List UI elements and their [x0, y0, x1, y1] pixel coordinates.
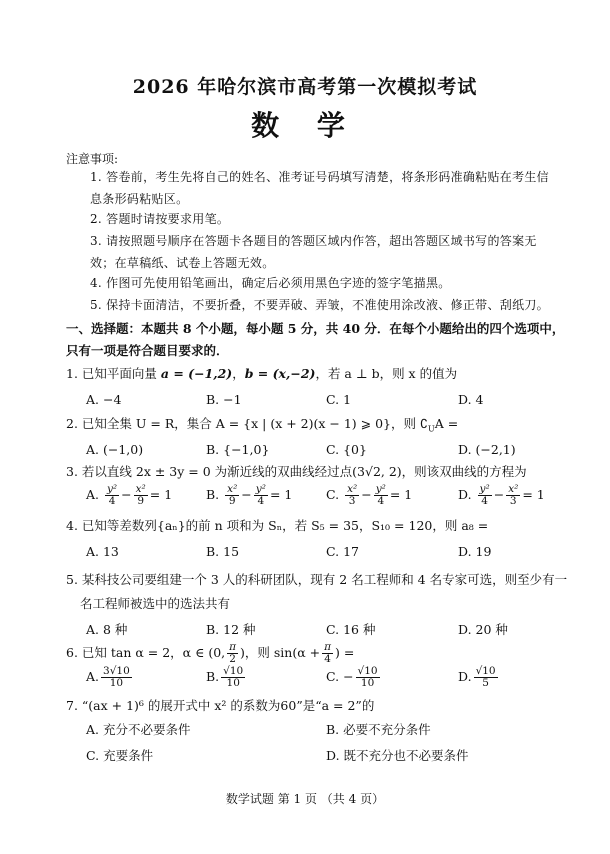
- q6-c-frac: [356, 666, 380, 689]
- q3-c-mid: −: [361, 487, 372, 502]
- q3-d-n2: x²: [508, 483, 519, 495]
- q3-b-label: B.: [206, 487, 220, 502]
- q5-option-c: C. 16 种: [326, 622, 376, 637]
- q3-c-n2: y²: [375, 483, 386, 495]
- q6-frac-n: π: [229, 641, 237, 653]
- q6-frac-d: 2: [229, 653, 236, 665]
- q3-d-label: D.: [458, 487, 472, 502]
- q6-c-den: 10: [360, 677, 375, 689]
- q3-a-frac1: [105, 484, 119, 507]
- q1-option-a: A. −4: [86, 392, 122, 407]
- q1-option-c: C. 1: [326, 392, 352, 407]
- q3-c-d2: 4: [377, 495, 385, 507]
- question-1-stem: [66, 364, 586, 384]
- q3-d-end: = 1: [522, 487, 545, 502]
- q2-option-d: D. (−2,1): [458, 442, 516, 457]
- q1-stem-d: b = (x,−2): [244, 366, 316, 381]
- q6-b-den: 10: [226, 677, 240, 689]
- q3-b-d2: 4: [257, 495, 265, 507]
- question-2-stem: [66, 414, 586, 440]
- q3-a-d2: 9: [137, 495, 145, 507]
- q6-stem-c: ) =: [335, 645, 355, 660]
- q6-b-frac: [221, 666, 245, 689]
- notes-heading: 注意事项:: [66, 152, 119, 166]
- q6-option-b: [206, 666, 247, 689]
- q3-d-frac1: [478, 484, 492, 507]
- q6-c-label: C. −: [326, 669, 354, 684]
- q5-option-a: A. 8 种: [86, 622, 128, 637]
- q1-stem-e: ，若 a ⊥ b，则 x 的值为: [315, 366, 458, 381]
- q3-d-n1: y²: [479, 483, 490, 495]
- q6-a-frac: [101, 666, 132, 689]
- q6-a-den: 10: [109, 677, 124, 689]
- q7-option-b: B. 必要不充分条件: [326, 722, 431, 737]
- q1-option-d: D. 4: [458, 392, 484, 407]
- q4-option-b: B. 15: [206, 544, 240, 559]
- q3-b-d1: 9: [228, 495, 236, 507]
- note-item-3: 3. 请按照题号顺序在答题卡各题目的答题区域内作答，超出答题区域书写的答案无效；在草稿纸、试卷上答题无效。: [90, 234, 537, 270]
- q3-a-mid: −: [121, 487, 132, 502]
- q3-option-a: [86, 484, 172, 507]
- q1-stem-a: 1. 已知平面向量: [66, 366, 161, 381]
- question-6-stem: [66, 642, 586, 665]
- note-item-1: 1. 答卷前，考生先将自己的姓名、准考证号码填写清楚，将条形码准确粘贴在考生信息条形码粘贴区。: [90, 170, 549, 206]
- q6-frac-pi-2: [227, 642, 238, 665]
- q3-c-d1: 3: [348, 495, 356, 507]
- q1-stem-b: a = (−1,2): [160, 366, 233, 381]
- q6-a-label: A.: [86, 669, 100, 684]
- q6-option-d: [458, 666, 500, 689]
- q3-d-mid: −: [493, 487, 505, 502]
- q3-b-mid: −: [241, 487, 252, 502]
- subject-title: 数 学: [251, 109, 359, 142]
- question-4-stem: 4. 已知等差数列{aₙ}的前 n 项和为 Sₙ，若 S₅ = 35，S₁₀ = 120，则 a₈ =: [66, 518, 489, 533]
- q1-stem-c: ，: [232, 366, 245, 381]
- q7-option-c: C. 充要条件: [86, 748, 154, 763]
- q3-a-label: A.: [86, 487, 100, 502]
- q3-d-d1: 4: [481, 495, 488, 507]
- q3-d-d2: 3: [509, 495, 517, 507]
- q3-b-n1: x²: [227, 483, 238, 495]
- q2-option-a: A. (−1,0): [86, 442, 144, 457]
- q3-b-end: = 1: [269, 487, 293, 502]
- q3-d-frac2: [506, 484, 520, 507]
- q3-b-frac2: [254, 484, 268, 507]
- q6-d-den: 5: [482, 677, 489, 689]
- note-item-5: 5. 保持卡面清洁，不要折叠，不要弄破、弄皱，不准使用涂改液、修正带、刮纸刀。: [90, 298, 549, 312]
- question-3-stem: 3. 若以直线 2x ± 3y = 0 为渐近线的双曲线经过点(3√2, 2)，则该双曲线的方程为: [66, 464, 527, 479]
- note-item-4: 4. 作图可先使用铅笔画出，确定后必须用黑色字迹的签字笔描黑。: [90, 276, 451, 290]
- q3-option-d: [458, 484, 545, 507]
- q6-d-num: √10: [475, 665, 496, 677]
- q7-option-d: D. 既不充分也不必要条件: [326, 748, 469, 763]
- q2-stem-sub: U: [427, 424, 435, 434]
- q3-b-frac1: [225, 484, 239, 507]
- q6-frac-pi-4: [322, 642, 333, 665]
- section-1-heading: 一、选择题：本题共 8 个小题，每小题 5 分，共 40 分．在每个小题给出的四个选项中，只有一项是符合题目要求的．: [66, 321, 565, 358]
- q2-option-b: B. {−1,0}: [206, 442, 270, 457]
- q7-option-a: A. 充分不必要条件: [86, 722, 191, 737]
- q6-option-c: [326, 666, 382, 689]
- q1-option-b: B. −1: [206, 392, 242, 407]
- q3-c-n1: x²: [347, 483, 358, 495]
- q2-stem: 2. 已知全集 U = R，集合 A = {x | (x + 2)(x − 1) ⩾ 0}，则 ∁: [66, 416, 428, 431]
- q3-a-n1: y²: [107, 483, 118, 495]
- q3-a-frac2: [134, 484, 148, 507]
- q3-c-end: = 1: [389, 487, 413, 502]
- q6-frac2-d: 4: [324, 653, 331, 665]
- q6-stem-b: )，则 sin(α +: [240, 645, 321, 660]
- q3-c-frac1: [345, 484, 359, 507]
- q3-a-end: = 1: [149, 487, 173, 502]
- note-item-2: 2. 答题时请按要求用笔。: [90, 212, 230, 226]
- q6-frac2-n: π: [324, 641, 332, 653]
- q6-b-label: B.: [206, 669, 220, 684]
- q3-a-n2: x²: [135, 483, 146, 495]
- q6-c-num: √10: [357, 665, 378, 677]
- q3-c-frac2: [374, 484, 388, 507]
- q3-c-label: C.: [326, 487, 340, 502]
- q6-d-frac: [474, 666, 498, 689]
- q3-b-n2: y²: [255, 483, 266, 495]
- question-7-stem: 7. “(ax + 1)⁶ 的展开式中 x² 的系数为60”是“a = 2”的: [66, 698, 375, 713]
- q3-option-b: [206, 484, 292, 507]
- q2-option-c: C. {0}: [326, 442, 367, 457]
- q4-option-a: A. 13: [86, 544, 119, 559]
- page-footer: 数学试题 第 1 页 （共 4 页）: [225, 792, 385, 806]
- q3-a-d1: 4: [108, 495, 116, 507]
- q5-option-d: D. 20 种: [458, 622, 508, 637]
- question-5-stem-line1: 5. 某科技公司要组建一个 3 人的科研团队，现有 2 名工程师和 4 名专家可选，则至少有一: [66, 572, 568, 587]
- q6-d-label: D.: [458, 669, 472, 684]
- q6-option-a: [86, 666, 134, 689]
- q6-stem-a: 6. 已知 tan α = 2，α ∈ (0,: [66, 645, 226, 660]
- exam-title: 2026 年哈尔滨市高考第一次模拟考试: [132, 76, 478, 98]
- q4-option-d: D. 19: [458, 544, 492, 559]
- q4-option-c: C. 17: [326, 544, 359, 559]
- question-5-stem-line2: 名工程师被选中的选法共有: [80, 596, 231, 611]
- q3-option-c: [326, 484, 412, 507]
- q5-option-b: B. 12 种: [206, 622, 256, 637]
- q6-b-num: √10: [223, 665, 244, 677]
- q2-stem-end: A =: [434, 416, 459, 431]
- q6-a-num: 3√10: [103, 665, 130, 677]
